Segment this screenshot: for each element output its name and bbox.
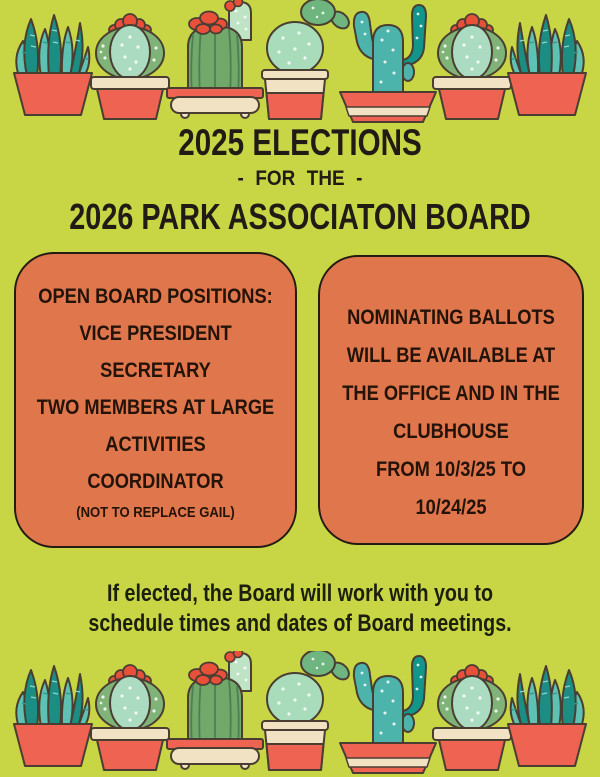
position-coordinator: COORDINATOR — [87, 470, 224, 493]
ballots-line: WILL BE AVAILABLE AT — [346, 344, 556, 367]
position-activities: ACTIVITIES — [105, 433, 206, 456]
ballots-line: NOMINATING BALLOTS — [347, 306, 555, 329]
footer-line: schedule times and dates of Board meetings. — [88, 610, 512, 637]
title-board-name: 2026 PARK ASSOCIATON BOARD — [69, 196, 531, 237]
position-members-at-large: TWO MEMBERS AT LARGE — [36, 396, 275, 419]
ballots-line: THE OFFICE AND IN THE — [342, 382, 560, 405]
footer-line: If elected, the Board will work with you to — [107, 580, 493, 607]
open-positions-box — [14, 252, 297, 548]
cactus-row-top-illustration — [0, 0, 600, 126]
position-vice-president: VICE PRESIDENT — [79, 322, 232, 345]
footer-note — [54, 579, 546, 639]
title-year-elections: 2025 ELECTIONS — [178, 122, 422, 163]
coordinator-note: (NOT TO REPLACE GAIL) — [76, 504, 235, 521]
ballots-line: CLUBHOUSE — [393, 420, 509, 443]
position-secretary: SECRETARY — [100, 359, 211, 382]
open-positions-heading: OPEN BOARD POSITIONS: — [38, 285, 273, 308]
nominating-ballots-box — [318, 255, 584, 545]
ballots-date-line: FROM 10/3/25 TO — [376, 458, 526, 481]
title-for-the: - FOR THE - — [237, 167, 363, 190]
ballots-date-line: 10/24/25 — [415, 496, 487, 519]
cactus-row-bottom-illustration — [0, 651, 600, 777]
